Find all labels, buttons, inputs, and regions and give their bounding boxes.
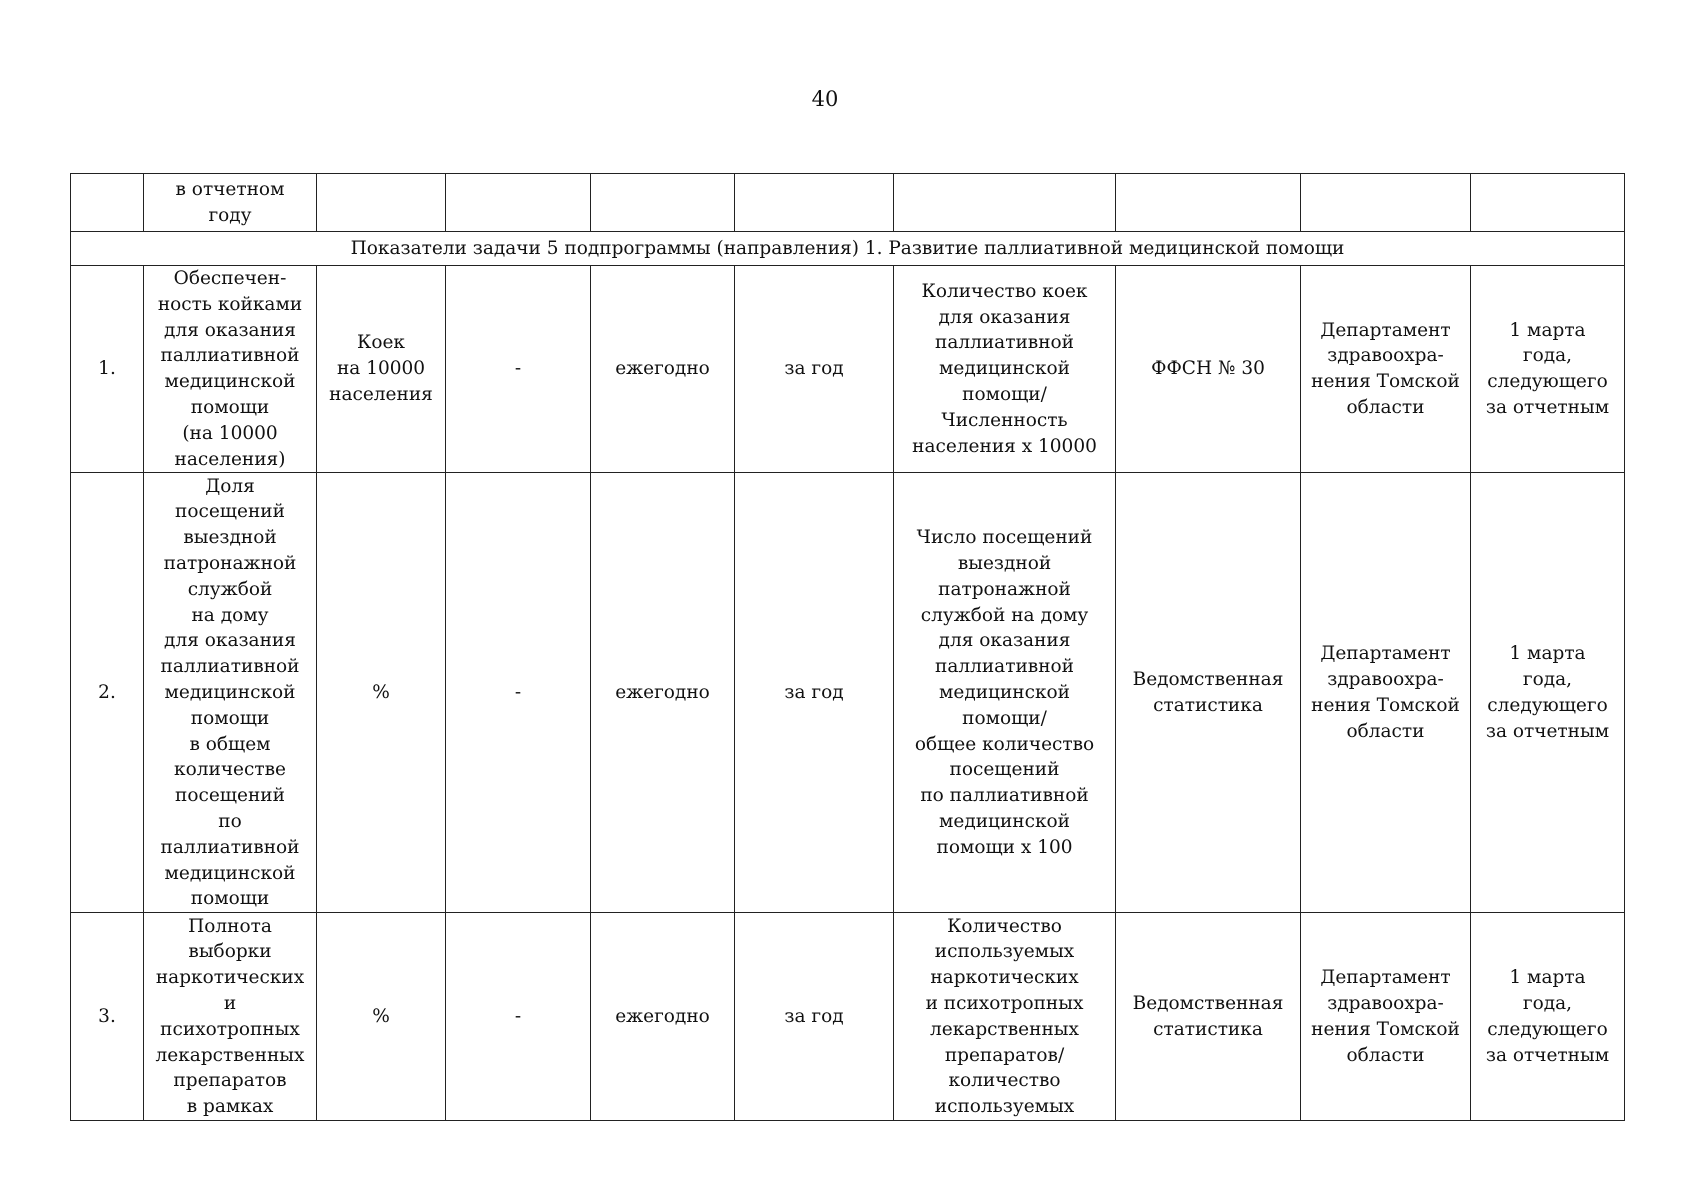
calculation-formula: Количество коек для оказания паллиативной медицинской помощи/ Численность населения х 10000 <box>894 266 1116 473</box>
table-row <box>71 266 1625 473</box>
direction: - <box>446 913 591 1121</box>
responsible: Департамент здравоохра- нения Томской области <box>1301 913 1471 1121</box>
table-cell <box>591 174 735 232</box>
period: за год <box>735 913 894 1121</box>
deadline: 1 марта года, следующего за отчетным <box>1471 266 1625 473</box>
table-cell <box>894 174 1116 232</box>
section-header: Показатели задачи 5 подпрограммы (направления) 1. Развитие паллиативной медицинской помощи <box>71 232 1625 266</box>
indicators-table <box>70 173 1625 1121</box>
unit-of-measure: Коек на 10000 населения <box>317 266 446 473</box>
table-cell <box>1471 174 1625 232</box>
unit-of-measure: % <box>317 913 446 1121</box>
table-cell <box>735 174 894 232</box>
calculation-formula: Число посещений выездной патронажной службой на дому для оказания паллиативной медицинской помощи/ общее количество посещений по паллиативной медицинской помощи х 100 <box>894 473 1116 913</box>
table-cell: в отчетном году <box>144 174 317 232</box>
direction: - <box>446 266 591 473</box>
period: за год <box>735 266 894 473</box>
table-row <box>71 473 1625 913</box>
section-header-row <box>71 232 1625 266</box>
table-cell <box>71 174 144 232</box>
periodicity: ежегодно <box>591 913 735 1121</box>
unit-of-measure: % <box>317 473 446 913</box>
indicator-name: Полнота выборки наркотических и психотропных лекарственных препаратов в рамках <box>144 913 317 1121</box>
row-number: 2. <box>71 473 144 913</box>
table-cell <box>446 174 591 232</box>
data-source: Ведомственная статистика <box>1116 913 1301 1121</box>
periodicity: ежегодно <box>591 266 735 473</box>
data-source: Ведомственная статистика <box>1116 473 1301 913</box>
deadline: 1 марта года, следующего за отчетным <box>1471 473 1625 913</box>
table-row <box>71 913 1625 1121</box>
period: за год <box>735 473 894 913</box>
continuation-row <box>71 174 1625 232</box>
indicator-name: Доля посещений выездной патронажной службой на дому для оказания паллиативной медицинской помощи в общем количестве посещений по паллиативной медицинской помощи <box>144 473 317 913</box>
calculation-formula: Количество используемых наркотических и психотропных лекарственных препаратов/ количество используемых <box>894 913 1116 1121</box>
responsible: Департамент здравоохра- нения Томской области <box>1301 473 1471 913</box>
data-source: ФФСН № 30 <box>1116 266 1301 473</box>
direction: - <box>446 473 591 913</box>
periodicity: ежегодно <box>591 473 735 913</box>
indicator-name: Обеспечен- ность койками для оказания паллиативной медицинской помощи (на 10000 населения) <box>144 266 317 473</box>
row-number: 1. <box>71 266 144 473</box>
row-number: 3. <box>71 913 144 1121</box>
table-cell <box>1301 174 1471 232</box>
table-cell <box>1116 174 1301 232</box>
page-number: 40 <box>811 87 839 111</box>
table-cell <box>317 174 446 232</box>
responsible: Департамент здравоохра- нения Томской области <box>1301 266 1471 473</box>
deadline: 1 марта года, следующего за отчетным <box>1471 913 1625 1121</box>
